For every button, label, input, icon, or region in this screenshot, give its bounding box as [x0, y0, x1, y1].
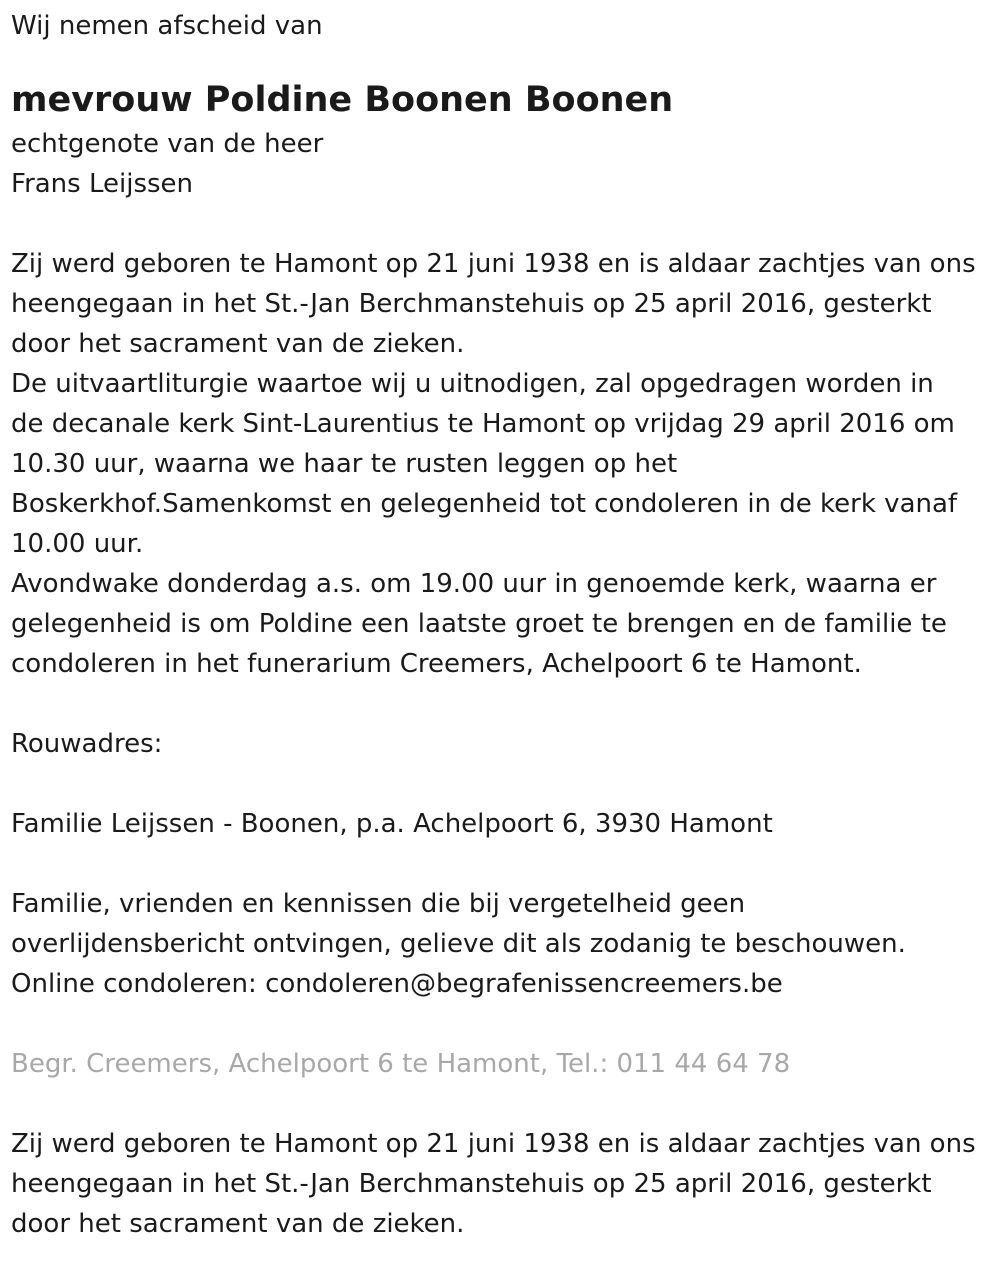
spacer: [11, 844, 988, 884]
biography-line: condoleren in het funerarium Creemers, Achelpoort 6 te Hamont.: [11, 649, 862, 679]
undertaker-info: Begr. Creemers, Achelpoort 6 te Hamont, Tel.: 011 44 64 78: [11, 1049, 791, 1079]
biography-line: de decanale kerk Sint-Laurentius te Hamont op vrijdag 29 april 2016 om: [11, 409, 955, 439]
notice-line: Familie, vrienden en kennissen die bij vergetelheid geen: [11, 889, 746, 919]
notice-line: overlijdensbericht ontvingen, gelieve dit als zodanig te beschouwen.: [11, 929, 906, 959]
biography-line: Avondwake donderdag a.s. om 19.00 uur in genoemde kerk, waarna er: [11, 569, 937, 599]
notice-block: [11, 884, 988, 1004]
biography-line: door het sacrament van de zieken.: [11, 329, 465, 359]
biography-line: 10.30 uur, waarna we haar te rusten leggen op het: [11, 449, 678, 479]
spouse-line-1: echtgenote van de heer: [11, 129, 324, 159]
biography-line: 10.00 uur.: [11, 529, 144, 559]
spouse-line-2: Frans Leijssen: [11, 169, 194, 199]
spacer: [11, 1084, 988, 1124]
online-condolence-label: Online condoleren:: [11, 969, 266, 999]
repeated-biography-line: door het sacrament van de zieken.: [11, 1209, 465, 1239]
biography-line: De uitvaartliturgie waartoe wij u uitnodigen, zal opgedragen worden in: [11, 369, 934, 399]
biography-line: heengegaan in het St.-Jan Berchmanstehuis op 25 april 2016, gesterkt: [11, 289, 932, 319]
mourning-address: Familie Leijssen - Boonen, p.a. Achelpoort 6, 3930 Hamont: [11, 809, 773, 839]
condolence-email-link[interactable]: condoleren@begrafenissencreemers.be: [265, 969, 783, 999]
spacer: [11, 684, 988, 724]
spacer: [11, 1004, 988, 1044]
spacer: [11, 46, 988, 76]
online-condolence: [11, 964, 988, 1004]
intro-text: Wij nemen afscheid van: [11, 11, 323, 41]
spacer: [11, 204, 988, 244]
biography-line: gelegenheid is om Poldine een laatste groet te brengen en de familie te: [11, 609, 947, 639]
spacer: [11, 764, 988, 804]
biography-block: [11, 244, 988, 684]
repeated-biography-line: heengegaan in het St.-Jan Berchmanstehuis op 25 april 2016, gesterkt: [11, 1169, 932, 1199]
deceased-name: mevrouw Poldine Boonen Boonen: [11, 80, 674, 120]
biography-line: Zij werd geboren te Hamont op 21 juni 1938 en is aldaar zachtjes van ons: [11, 249, 976, 279]
address-label: Rouwadres:: [11, 729, 163, 759]
biography-line: Boskerkhof.Samenkomst en gelegenheid tot condoleren in de kerk vanaf: [11, 489, 958, 519]
repeated-biography-line: Zij werd geboren te Hamont op 21 juni 1938 en is aldaar zachtjes van ons: [11, 1129, 976, 1159]
repeated-biography-block: [11, 1124, 988, 1244]
